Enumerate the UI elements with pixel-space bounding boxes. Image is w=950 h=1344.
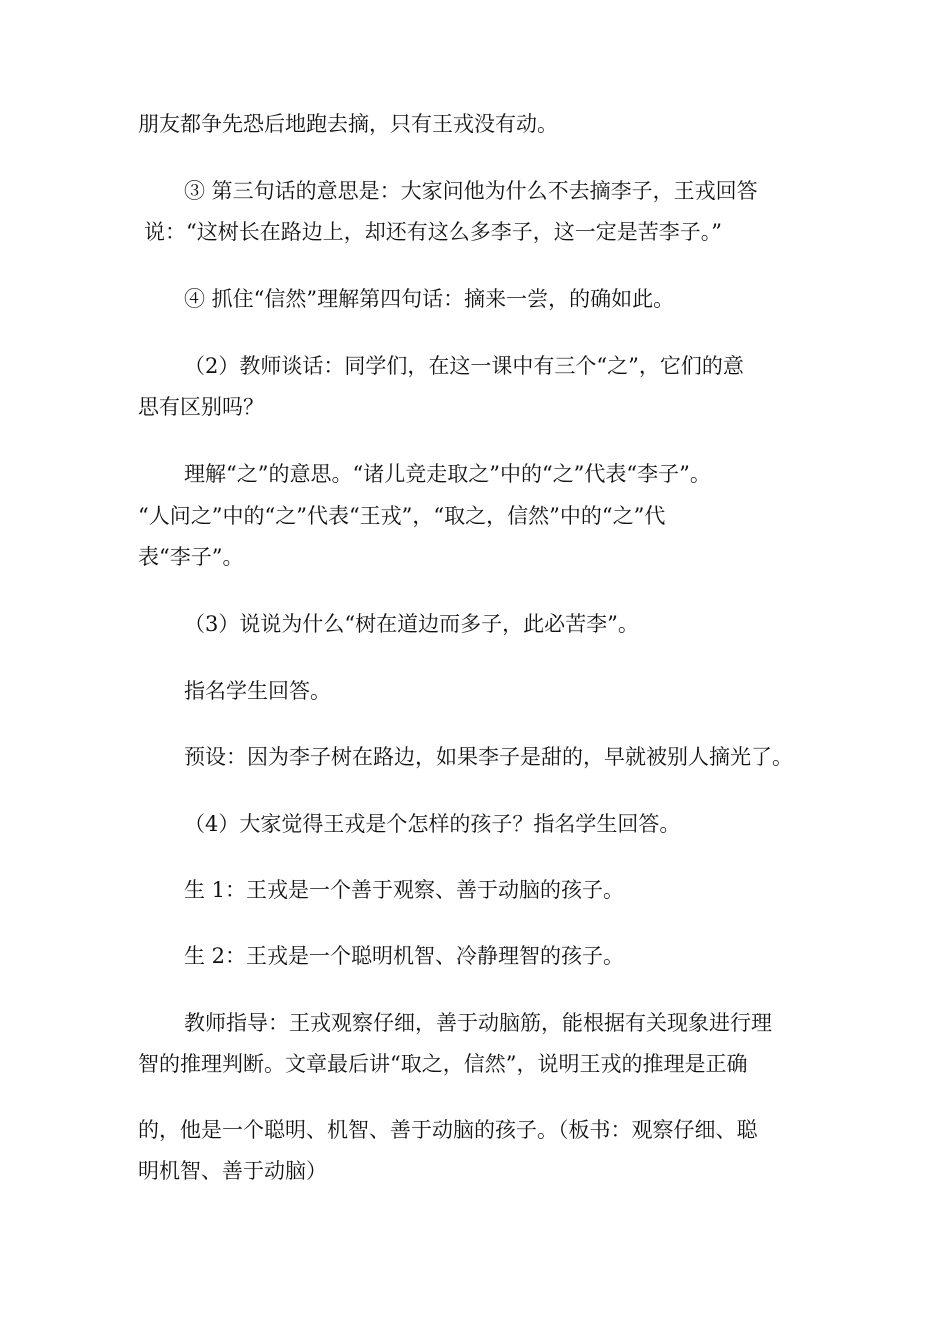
text-line: 教师指导：王戎观察仔细，善于动脑筋，能根据有关现象进行理 — [184, 1011, 772, 1035]
text-line: 生 2：王戎是一个聪明机智、冷静理智的孩子。 — [184, 944, 625, 968]
text-line: 朋友都争先恐后地跑去摘，只有王戎没有动。 — [138, 112, 558, 136]
text-line: 说：“这树长在路边上，却还有这么多李子，这一定是苦李子。” — [144, 220, 722, 244]
text-line: ④ 抓住“信然”理解第四句话：摘来一尝，的确如此。 — [184, 287, 675, 311]
text-line: ③ 第三句话的意思是：大家问他为什么不去摘李子，王戎回答 — [184, 179, 758, 203]
text-line: （2）教师谈话：同学们，在这一课中有三个“之”，它们的意 — [184, 354, 744, 378]
text-line: （4）大家觉得王戎是个怎样的孩子？指名学生回答。 — [184, 812, 681, 836]
text-line: 表“李子”。 — [138, 545, 244, 569]
text-line: 思有区别吗？ — [138, 395, 264, 419]
text-line: 指名学生回答。 — [184, 679, 331, 703]
text-line: “人问之”中的“之”代表“王戎”，“取之，信然”中的“之”代 — [138, 504, 666, 528]
text-line: （3）说说为什么“树在道边而多子，此必苦李”。 — [184, 612, 639, 636]
text-line: 明机智、善于动脑） — [138, 1159, 327, 1183]
text-line: 生 1：王戎是一个善于观察、善于动脑的孩子。 — [184, 878, 625, 902]
text-line: 理解“之”的意思。“诸儿竞走取之”中的“之”代表“李子”。 — [184, 462, 711, 486]
text-line: 预设：因为李子树在路边，如果李子是甜的，早就被别人摘光了。 — [184, 745, 793, 769]
text-line: 智的推理判断。文章最后讲“取之，信然”，说明王戎的推理是正确 — [138, 1052, 748, 1076]
text-line: 的，他是一个聪明、机智、善于动脑的孩子。（板书：观察仔细、聪 — [138, 1118, 758, 1142]
